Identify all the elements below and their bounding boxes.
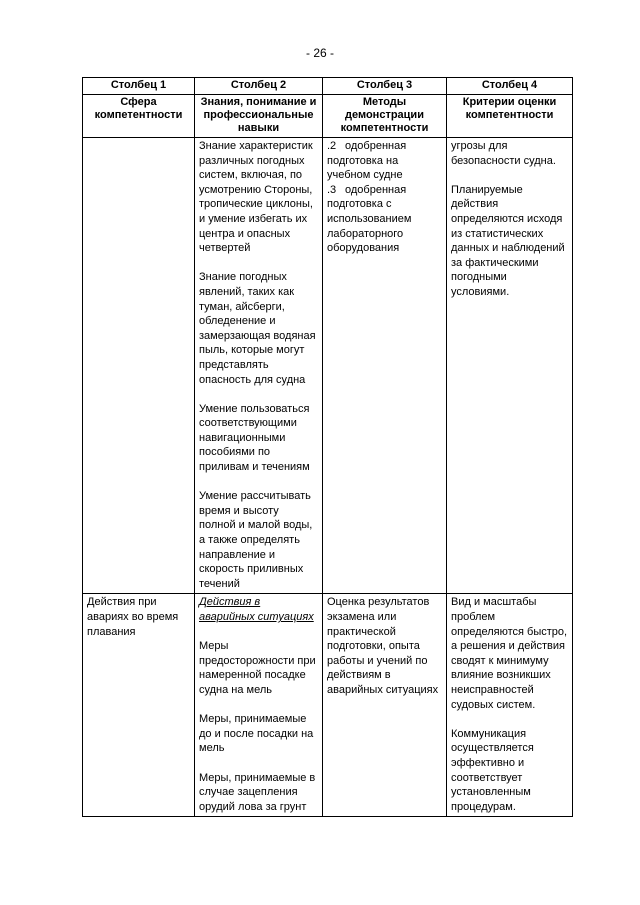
column-header-methods: Методы демонстрации компетентности [323, 95, 447, 138]
competence-table [82, 77, 573, 817]
row1-criteria [447, 138, 573, 594]
row2-criteria [447, 594, 573, 817]
row1-knowledge [195, 138, 323, 594]
row2-methods: Оценка результатов экзамена или практической подготовки, опыта работы и учений по действиям в аварийных ситуациях [323, 594, 447, 817]
row1-methods [323, 138, 447, 594]
method-item [327, 139, 442, 183]
column-header-criteria: Критерии оценки компетентности [447, 95, 573, 138]
column-header-knowledge: Знания, понимание и профессиональные навыки [195, 95, 323, 138]
row1-sphere [83, 138, 195, 594]
criteria-paragraph: Коммуникация осуществляется эффективно и соответствует установленным процедурам. [451, 727, 534, 813]
column-number-1: Столбец 1 [83, 78, 195, 95]
criteria-paragraph: угрозы для безопасности судна. [451, 140, 556, 167]
knowledge-paragraph: Умение пользоваться соответствующими навигационными пособиями по приливам и течениям [199, 402, 310, 474]
knowledge-paragraph: Умение рассчитывать время и высоту полной и малой воды, а также определять направление и скорость приливных течений [199, 490, 313, 590]
criteria-paragraph: Планируемые действия определяются исходя из статистических данных и наблюдений за фактическими погодными условиями. [451, 183, 565, 298]
column-header-row [83, 95, 573, 138]
column-header-sphere: Сфера компетентности [83, 95, 195, 138]
method-item-text: одобренная подготовка с использованием лабораторного оборудования [327, 183, 412, 255]
method-item [327, 183, 442, 256]
knowledge-paragraph: Знание характеристик различных погодных систем, включая, по усмотрению Стороны, тропические циклоны, и умение избегать их центра и опасных четвертей [199, 140, 313, 255]
column-number-2: Столбец 2 [195, 78, 323, 95]
table-row [83, 138, 573, 594]
column-number-row [83, 78, 573, 95]
knowledge-paragraph: Меры, принимаемые в случае зацепления орудий лова за грунт [199, 771, 316, 813]
method-item-number: .2 [327, 140, 337, 152]
column-number-4: Столбец 4 [447, 78, 573, 95]
table-row [83, 594, 573, 817]
knowledge-paragraph: Меры предосторожности при намеренной посадке судна на мель [199, 640, 316, 696]
knowledge-subheading: Действия в аварийных ситуациях [199, 596, 314, 623]
row2-knowledge [195, 594, 323, 817]
knowledge-paragraph: Знание погодных явлений, таких как туман, айсберги, обледенение и замерзающая водяная пыль, которые могут представлять опасность для судна [199, 271, 316, 386]
column-number-3: Столбец 3 [323, 78, 447, 95]
row2-sphere: Действия при авариях во время плавания [83, 594, 195, 817]
method-item-number: .3 [327, 183, 337, 196]
method-item-text: одобренная подготовка на учебном судне [327, 140, 407, 182]
knowledge-paragraph: Меры, принимаемые до и после посадки на мель [199, 713, 314, 755]
criteria-paragraph: Вид и масштабы проблем определяются быстро, а решения и действия сводят к минимуму влияние возникших неисправностей судовых систем. [451, 596, 568, 711]
page-number: - 26 - [305, 46, 334, 60]
